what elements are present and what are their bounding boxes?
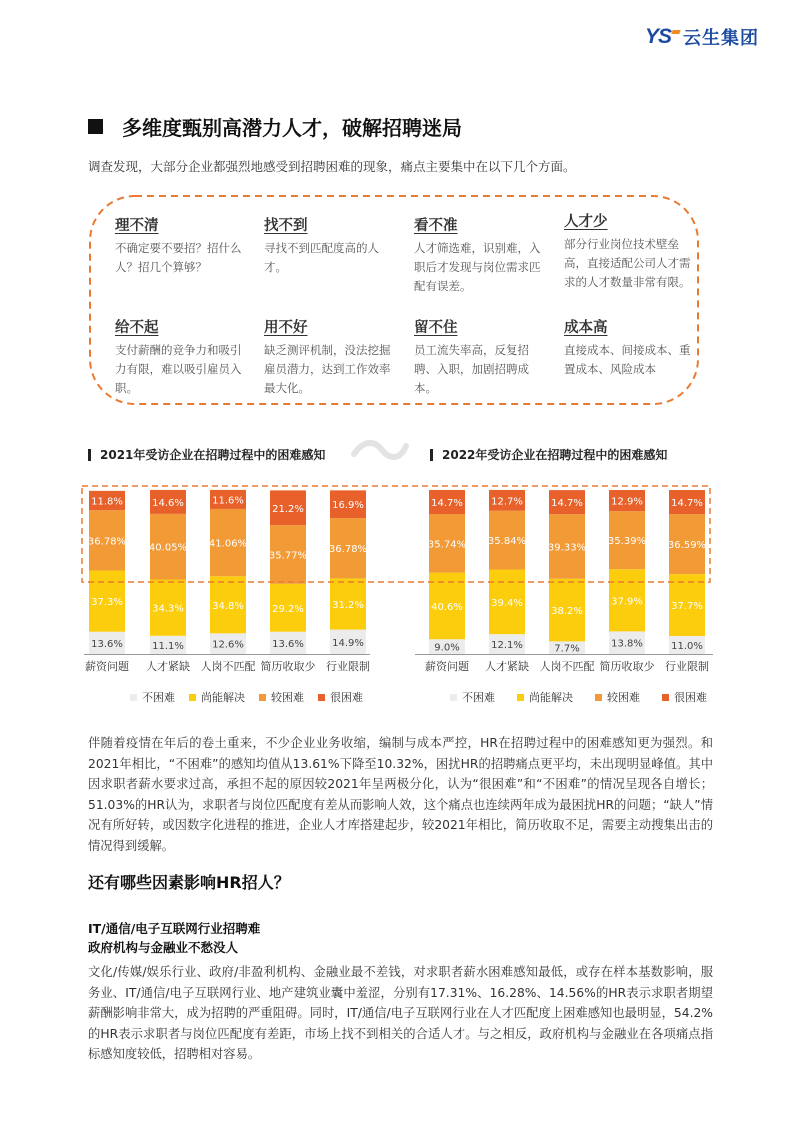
data-label: 40.6% xyxy=(431,601,463,613)
data-label: 14.9% xyxy=(332,637,364,649)
pain-point-title: 用不好 xyxy=(264,320,308,336)
chart-title-text: 2021年受访企业在招聘过程中的困难感知 xyxy=(100,448,326,462)
data-label: 12.9% xyxy=(611,496,643,508)
legend-item xyxy=(189,689,245,705)
data-label: 14.6% xyxy=(152,497,184,509)
section-heading xyxy=(88,112,462,141)
finding-title-2: 政府机构与金融业不愁没人 xyxy=(88,940,239,955)
legend-item xyxy=(595,689,640,705)
pain-point-title: 留不住 xyxy=(414,320,458,336)
legend-swatch xyxy=(450,694,457,701)
category-label: 薪资问题 xyxy=(85,660,129,673)
data-label: 29.2% xyxy=(272,603,304,615)
data-label: 14.7% xyxy=(671,498,703,510)
data-label: 40.05% xyxy=(148,542,188,554)
title-bar-icon xyxy=(88,449,91,461)
data-label: 13.6% xyxy=(91,638,123,650)
brand-name: 云生集团 xyxy=(683,28,760,49)
category-label: 简历收取少 xyxy=(260,660,316,673)
data-label: 36.78% xyxy=(87,536,127,548)
data-label: 16.9% xyxy=(332,500,364,512)
data-label: 14.7% xyxy=(551,498,583,510)
legend-swatch xyxy=(662,694,669,701)
legend-item xyxy=(130,689,175,705)
legend-label: 较困难 xyxy=(607,691,640,704)
data-label: 12.1% xyxy=(491,640,523,652)
legend-swatch xyxy=(318,694,325,701)
data-label: 35.84% xyxy=(487,536,527,548)
pain-point-title: 人才少 xyxy=(564,214,608,230)
data-label: 38.2% xyxy=(551,606,583,618)
data-label: 14.7% xyxy=(431,497,463,509)
legend-label: 很困难 xyxy=(674,691,707,704)
data-label: 39.4% xyxy=(491,597,523,609)
pain-point-desc: 缺乏测评机制，没法挖掘雇员潜力，达到工作效率最大化。 xyxy=(264,343,391,395)
pain-point-desc: 寻找不到匹配度高的人才。 xyxy=(264,241,379,274)
category-label: 人才紧缺 xyxy=(485,660,529,673)
category-label: 行业限制 xyxy=(326,660,370,673)
data-label: 36.59% xyxy=(667,540,707,552)
data-label: 12.7% xyxy=(491,496,523,508)
body-paragraph-2: 文化/传媒/娱乐行业、政府/非盈利机构、金融业最不差钱，对求职者薪水困难感知最低，或存在样本基数影响，服务业、IT/通信/电子互联网行业、地产建筑业囊中羞涩，分别有17.31%、16.28%、14.56%的HR表示求职者期望薪酬影响非常大，成为招聘的严重阻碍。同时，IT/通信/电子互联网行业在人才匹配度上困难感知也最明显，54.2%的HR表示求职者与岗位匹配度有差距，市场上找不到相关的合适人才。与之相反，政府机构与金融业在各项痛点指标感知度较低，招聘相对容易。 xyxy=(88,965,713,1061)
pain-point-title: 看不准 xyxy=(414,218,458,234)
pain-point-title: 成本高 xyxy=(564,320,608,336)
pain-point-desc: 支付薪酬的竞争力和吸引力有限，难以吸引雇员入职。 xyxy=(115,343,242,395)
category-label: 简历收取少 xyxy=(599,660,655,673)
subheading: 还有哪些因素影响HR招人？ xyxy=(88,873,290,892)
chart-title-text: 2022年受访企业在招聘过程中的困难感知 xyxy=(442,448,668,462)
data-label: 21.2% xyxy=(272,503,304,515)
category-label: 人岗不匹配 xyxy=(200,660,256,673)
legend-label: 尚能解决 xyxy=(201,691,245,704)
legend-2022 xyxy=(450,689,721,705)
finding-title-1: IT/通信/电子互联网行业招聘难 xyxy=(88,921,261,936)
pain-point xyxy=(115,316,245,398)
data-label: 34.3% xyxy=(152,603,184,615)
pain-point-desc: 人才筛选难，识别难，入职后才发现与岗位需求匹配有误差。 xyxy=(414,241,541,293)
tilde-icon xyxy=(350,436,410,466)
legend-swatch xyxy=(595,694,602,701)
legend-label: 不困难 xyxy=(462,691,495,704)
data-label: 13.8% xyxy=(611,638,643,650)
legend-item xyxy=(450,689,495,705)
category-label: 人岗不匹配 xyxy=(539,660,595,673)
pain-point-desc: 员工流失率高，反复招聘、入职，加剧招聘成本。 xyxy=(414,343,529,395)
stacked-bar-charts xyxy=(0,478,793,678)
pain-point xyxy=(414,316,544,398)
data-label: 9.0% xyxy=(434,642,460,654)
legend-item xyxy=(318,689,363,705)
chart-title-2022 xyxy=(430,446,667,463)
pain-point xyxy=(264,214,394,277)
legend-swatch xyxy=(259,694,266,701)
data-label: 11.8% xyxy=(91,496,123,508)
legend-swatch xyxy=(189,694,196,701)
category-label: 行业限制 xyxy=(665,660,709,673)
data-label: 34.8% xyxy=(212,600,244,612)
section-title: 多维度甄别高潜力人才，破解招聘迷局 xyxy=(122,116,462,140)
legend-item xyxy=(259,689,304,705)
legend-2021 xyxy=(130,689,377,705)
data-label: 12.6% xyxy=(212,639,244,651)
pain-point-desc: 直接成本、间接成本、重置成本、风险成本 xyxy=(564,343,691,376)
data-label: 11.6% xyxy=(212,495,244,507)
body-paragraph-1: 伴随着疫情在年后的卷土重来，不少企业业务收缩，编制与成本严控，HR在招聘过程中的困难感知更为强烈。和2021年相比，“不困难”的感知均值从13.61%下降至10.32%，困扰HR的招聘痛点更平均，未出现明显峰值。其中因求职者薪水要求过高，承担不起的原因较2021年呈两极分化，认为“很困难”和“不困难”的情况呈现各自增长；51.03%的HR认为，求职者与岗位匹配度有差从而影响人效，这个痛点也连续两年成为最困扰HR的问题；“缺人”情况有所好转，或因数字化进程的推进，企业人才库搭建起步，较2021年相比，简历收取不足，需要主动搜集出击的情况得到缓解。 xyxy=(88,736,713,853)
pain-point-title: 理不清 xyxy=(115,218,159,234)
legend-swatch xyxy=(130,694,137,701)
data-label: 37.3% xyxy=(91,597,123,609)
pain-point xyxy=(264,316,394,398)
data-label: 31.2% xyxy=(332,599,364,611)
pain-point-desc: 部分行业岗位技术壁垒高，直接适配公司人才需求的人才数量非常有限。 xyxy=(564,237,691,289)
legend-label: 较困难 xyxy=(271,691,304,704)
brand-dash-icon xyxy=(671,30,680,34)
legend-label: 很困难 xyxy=(330,691,363,704)
data-label: 35.74% xyxy=(427,539,467,551)
pain-points-panel xyxy=(88,194,700,406)
data-label: 36.78% xyxy=(328,544,368,556)
legend-item xyxy=(662,689,707,705)
pain-point xyxy=(115,214,245,277)
data-label: 35.77% xyxy=(268,550,308,562)
data-label: 7.7% xyxy=(554,643,580,655)
data-label: 11.0% xyxy=(671,640,703,652)
category-label: 人才紧缺 xyxy=(146,660,190,673)
legend-item xyxy=(517,689,573,705)
data-label: 35.39% xyxy=(607,536,647,548)
data-label: 41.06% xyxy=(208,538,248,550)
square-bullet-icon xyxy=(88,119,103,134)
data-label: 37.9% xyxy=(611,596,643,608)
pain-point xyxy=(564,316,694,379)
data-label: 39.33% xyxy=(547,542,587,554)
brand-logo xyxy=(645,26,759,48)
section-intro: 调查发现，大部分企业都强烈地感受到招聘困难的现象，痛点主要集中在以下几个方面。 xyxy=(88,159,576,174)
brand-mark: YS xyxy=(645,25,672,48)
data-label: 13.6% xyxy=(272,638,304,650)
legend-label: 尚能解决 xyxy=(529,691,573,704)
pain-point-title: 给不起 xyxy=(115,320,159,336)
data-label: 37.7% xyxy=(671,601,703,613)
legend-label: 不困难 xyxy=(142,691,175,704)
category-label: 薪资问题 xyxy=(425,660,469,673)
pain-point-desc: 不确定要不要招？招什么人？招几个算够？ xyxy=(115,241,242,274)
data-label: 11.1% xyxy=(152,640,184,652)
pain-point-title: 找不到 xyxy=(264,218,308,234)
pain-point xyxy=(414,214,544,296)
chart-title-2021 xyxy=(88,446,325,463)
legend-swatch xyxy=(517,694,524,701)
pain-point xyxy=(564,210,694,292)
title-bar-icon xyxy=(430,449,433,461)
